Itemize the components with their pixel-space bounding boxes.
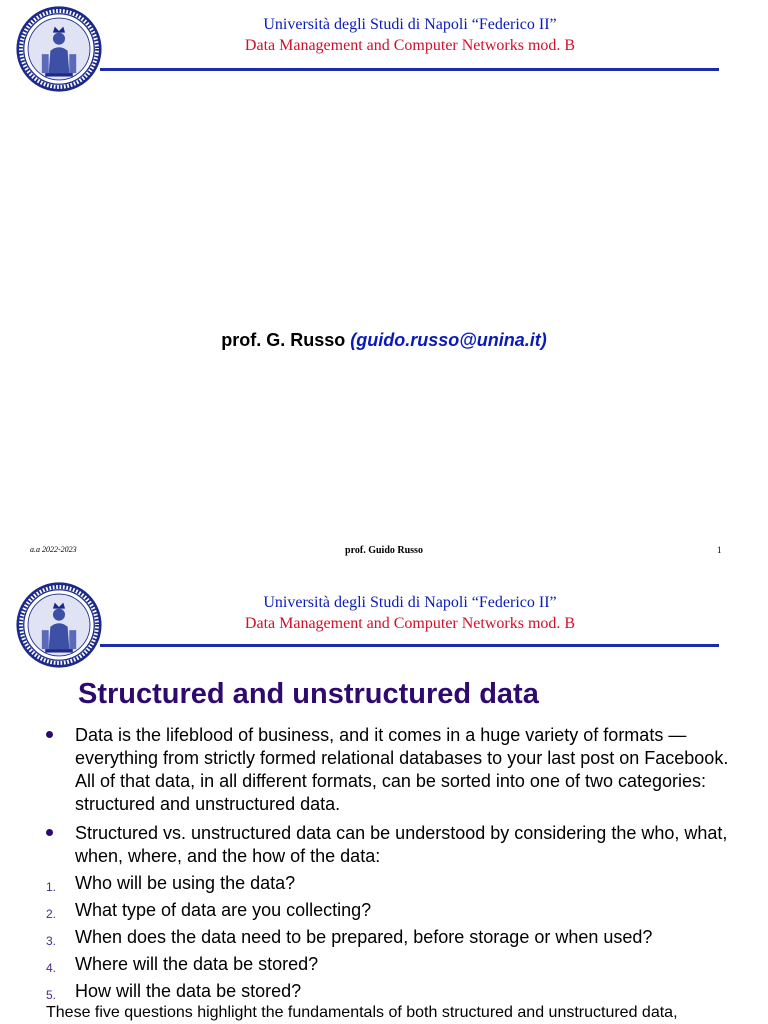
bullet-text: Structured vs. unstructured data can be understood by considering the who, what, when, where, and the how of the data:	[75, 823, 728, 866]
closing-text: These five questions highlight the fundamentals of both structured and unstructured data,	[46, 1004, 678, 1021]
page-number: 1	[717, 545, 722, 555]
bullet-dot-icon	[46, 731, 53, 738]
numbered-item	[0, 872, 768, 895]
numbered-item	[0, 926, 768, 949]
item-number: 4.	[46, 961, 57, 975]
slide-title: Structured and unstructured data	[78, 678, 539, 710]
question-text: Who will be using the data?	[75, 873, 296, 893]
item-number: 5.	[46, 988, 57, 1002]
question-text: How will the data be stored?	[75, 981, 302, 1001]
university-seal-icon	[16, 582, 102, 668]
numbered-item	[0, 899, 768, 922]
university-name: Università degli Studi di Napoli “Federico II”	[263, 594, 557, 611]
author-email[interactable]: (guido.russo@unina.it)	[350, 330, 547, 350]
university-name: Università degli Studi di Napoli “Federico II”	[263, 16, 557, 33]
footer-professor: prof. Guido Russo	[345, 545, 423, 556]
item-number: 1.	[46, 880, 57, 894]
slide-2	[0, 582, 768, 1024]
bullet-list	[0, 724, 768, 1007]
university-seal-icon	[16, 6, 102, 92]
item-number: 2.	[46, 907, 57, 921]
numbered-item	[0, 980, 768, 1003]
header-divider	[100, 644, 719, 647]
header-divider	[100, 68, 719, 71]
bullet-dot-icon	[46, 829, 53, 836]
question-text: When does the data need to be prepared, before storage or when used?	[75, 927, 653, 947]
question-text: Where will the data be stored?	[75, 954, 319, 974]
item-number: 3.	[46, 934, 57, 948]
author-line	[0, 330, 768, 351]
question-text: What type of data are you collecting?	[75, 900, 372, 920]
bullet-text: Data is the lifeblood of business, and it comes in a huge variety of formats — everything from strictly formed relational databases to your last post on Facebook. All of that data, in all different formats, can be sorted into one of two categories: structured and unstructured data.	[75, 725, 729, 814]
course-name: Data Management and Computer Networks mod. B	[244, 615, 576, 632]
academic-year: a.a 2022-2023	[30, 545, 77, 554]
list-item	[0, 822, 768, 868]
author-name: prof. G. Russo	[221, 330, 346, 350]
list-item	[0, 724, 768, 816]
numbered-item	[0, 953, 768, 976]
course-name: Data Management and Computer Networks mod. B	[244, 37, 576, 54]
